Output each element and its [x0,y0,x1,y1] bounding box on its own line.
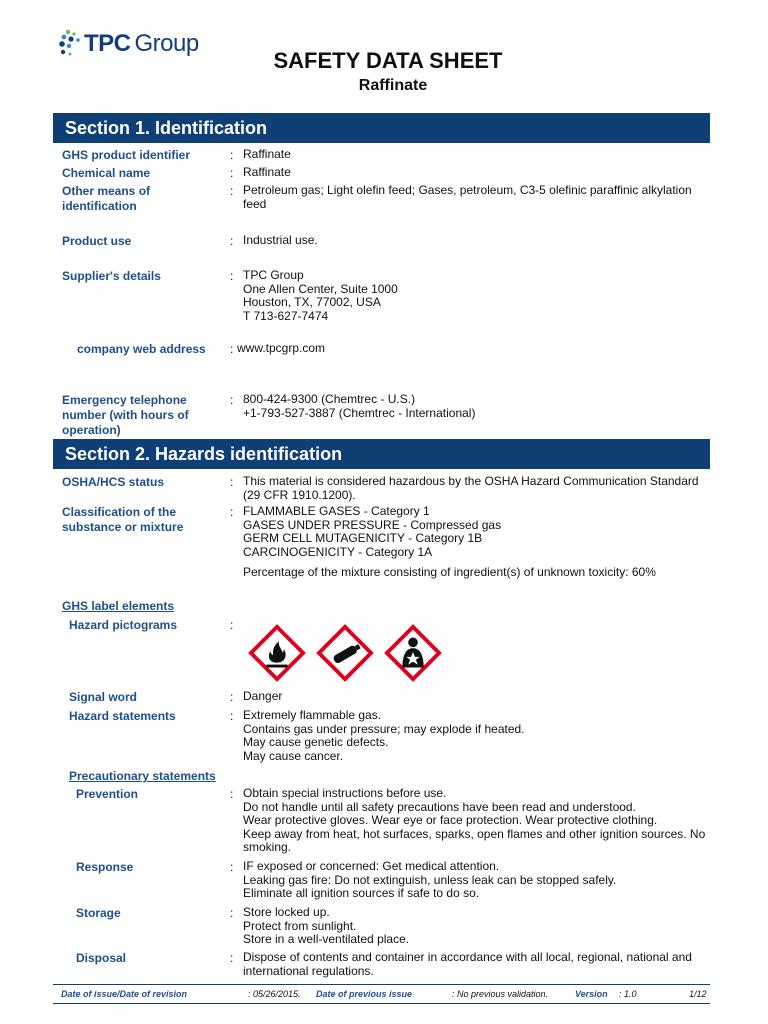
hazard-statements-value [243,709,703,763]
ghs-product-identifier-value: Raffinate [243,147,291,161]
colon: : [230,148,234,162]
section-1-header: Section 1. Identification [53,113,710,143]
prevention-value [243,786,706,855]
issue-date-value: : 05/26/2015. [248,989,301,999]
colon: : [230,342,234,356]
colon: : [230,475,234,489]
unknown-toxicity-text: Percentage of the mixture consisting of ingredient(s) of unknown toxicity: 60% [243,565,656,579]
storage-line: Store in a well-ventilated place. [243,932,410,947]
chemical-name-label: Chemical name [62,166,151,180]
other-means-label [62,184,150,214]
colon: : [230,690,234,704]
storage-line: Store locked up. [243,905,330,919]
emergency-label-line: Emergency telephone [62,393,187,407]
colon: : [230,860,234,874]
colon: : [230,709,234,723]
disposal-label: Disposal [76,951,127,965]
colon: : [230,505,234,519]
page-number: 1/12 [689,989,707,999]
colon: : [230,184,234,198]
other-means-value [243,184,703,211]
issue-date-label: Date of issue/Date of revision [61,989,188,999]
hazard-statements-label: Hazard statements [69,709,176,723]
response-value [243,860,703,901]
logo-group-text: Group [134,30,199,57]
osha-status-text: This material is considered hazardous by the OSHA Hazard Communication Standard (29 CFR 1910.1200). [243,474,699,502]
prevention-label: Prevention [76,787,139,801]
osha-status-label: OSHA/HCS status [62,475,165,489]
colon: : [230,787,234,801]
response-line: Eliminate all ignition sources if safe to do so. [243,886,480,901]
previous-issue-label: Date of previous issue [316,989,413,999]
page-footer [53,984,710,1004]
emergency-line: +1-793-527-3887 (Chemtrec - International) [243,405,476,420]
colon: : [230,269,234,283]
hazard-line: May cause genetic defects. [243,735,389,750]
classification-label-line: substance or mixture [62,520,184,534]
previous-issue-value: : No previous validation. [452,989,549,999]
version-value: : 1.0 [619,989,637,999]
emergency-label-line: number (with hours of [62,408,189,422]
classification-label [62,505,183,535]
ghs-label-elements-heading: GHS label elements [62,599,175,613]
disposal-line: Dispose of contents and container in accordance with all local, regional, national and [243,950,692,964]
signal-word-value: Danger [243,689,283,703]
section-2-header: Section 2. Hazards identification [53,439,710,469]
hazard-line: May cause cancer. [243,748,344,763]
colon: : [230,393,234,407]
company-web-address-link[interactable]: www.tpcgrp.com [237,341,326,355]
supplier-line: Houston, TX, 77002, USA [243,295,381,310]
logo-tpc-text: TPC [84,30,131,57]
signal-word-label: Signal word [69,690,138,704]
company-web-address-label: company web address [77,342,206,356]
product-use-label: Product use [62,234,132,248]
document-title: SAFETY DATA SHEET [273,48,503,73]
hazard-pictograms [248,624,442,682]
emergency-telephone-value [243,393,703,420]
response-line: Leaking gas fire: Do not extinguish, unless leak can be stopped safely. [243,872,617,887]
prevention-line: Do not handle until all safety precautions have been read and understood. [243,799,636,814]
disposal-line: international regulations. [243,963,374,978]
classification-line: GERM CELL MUTAGENICITY - Category 1B [243,531,483,546]
health-hazard-icon [384,624,442,682]
colon: : [230,234,234,248]
hazard-line: Extremely flammable gas. [243,708,382,722]
chemical-name-value: Raffinate [243,165,291,179]
storage-value [243,906,703,947]
hazard-line: Contains gas under pressure; may explode if heated. [243,721,525,736]
gas-cylinder-icon [316,624,374,682]
response-line: IF exposed or concerned: Get medical attention. [243,859,500,873]
osha-status-value [243,475,703,502]
other-means-label-line: Other means of [62,184,151,198]
emergency-line: 800-424-9300 (Chemtrec - U.S.) [243,392,416,406]
classification-value [243,505,703,559]
classification-label-line: Classification of the [62,505,177,519]
other-means-label-line: identification [62,199,137,213]
colon: : [230,906,234,920]
product-use-value: Industrial use. [243,233,318,247]
prevention-line: Keep away from heat, hot surfaces, sparks, open flames and other ignition sources. No [243,826,706,841]
supplier-details-label: Supplier's details [62,269,161,283]
product-name: Raffinate [358,77,428,94]
colon: : [230,618,234,632]
hazard-pictograms-label: Hazard pictograms [69,618,178,632]
supplier-line: T 713-627-7474 [243,308,329,323]
supplier-details-value [243,269,703,323]
flame-icon [248,624,306,682]
classification-line: CARCINOGENICITY - Category 1A [243,544,433,559]
supplier-line: TPC Group [243,268,304,282]
colon: : [230,166,234,180]
supplier-line: One Allen Center, Suite 1000 [243,281,398,296]
other-means-text: Petroleum gas; Light olefin feed; Gases, petroleum, C3-5 olefinic paraffinic alkylation feed [243,183,692,211]
classification-line: FLAMMABLE GASES - Category 1 [243,504,430,518]
emergency-telephone-label [62,393,189,438]
response-label: Response [76,860,134,874]
prevention-line: Wear protective gloves. Wear eye or face protection. Wear protective clothing. [243,813,658,828]
ghs-product-identifier-label: GHS product identifier [62,148,191,162]
colon: : [230,951,234,965]
classification-line: GASES UNDER PRESSURE - Compressed gas [243,517,502,532]
version-label: Version [575,989,608,999]
prevention-line: smoking. [243,840,292,855]
storage-line: Protect from sunlight. [243,918,357,933]
emergency-label-line: operation) [62,423,121,437]
precautionary-statements-heading: Precautionary statements [69,769,216,783]
prevention-line: Obtain special instructions before use. [243,786,447,800]
storage-label: Storage [76,906,121,920]
disposal-value [243,951,703,978]
